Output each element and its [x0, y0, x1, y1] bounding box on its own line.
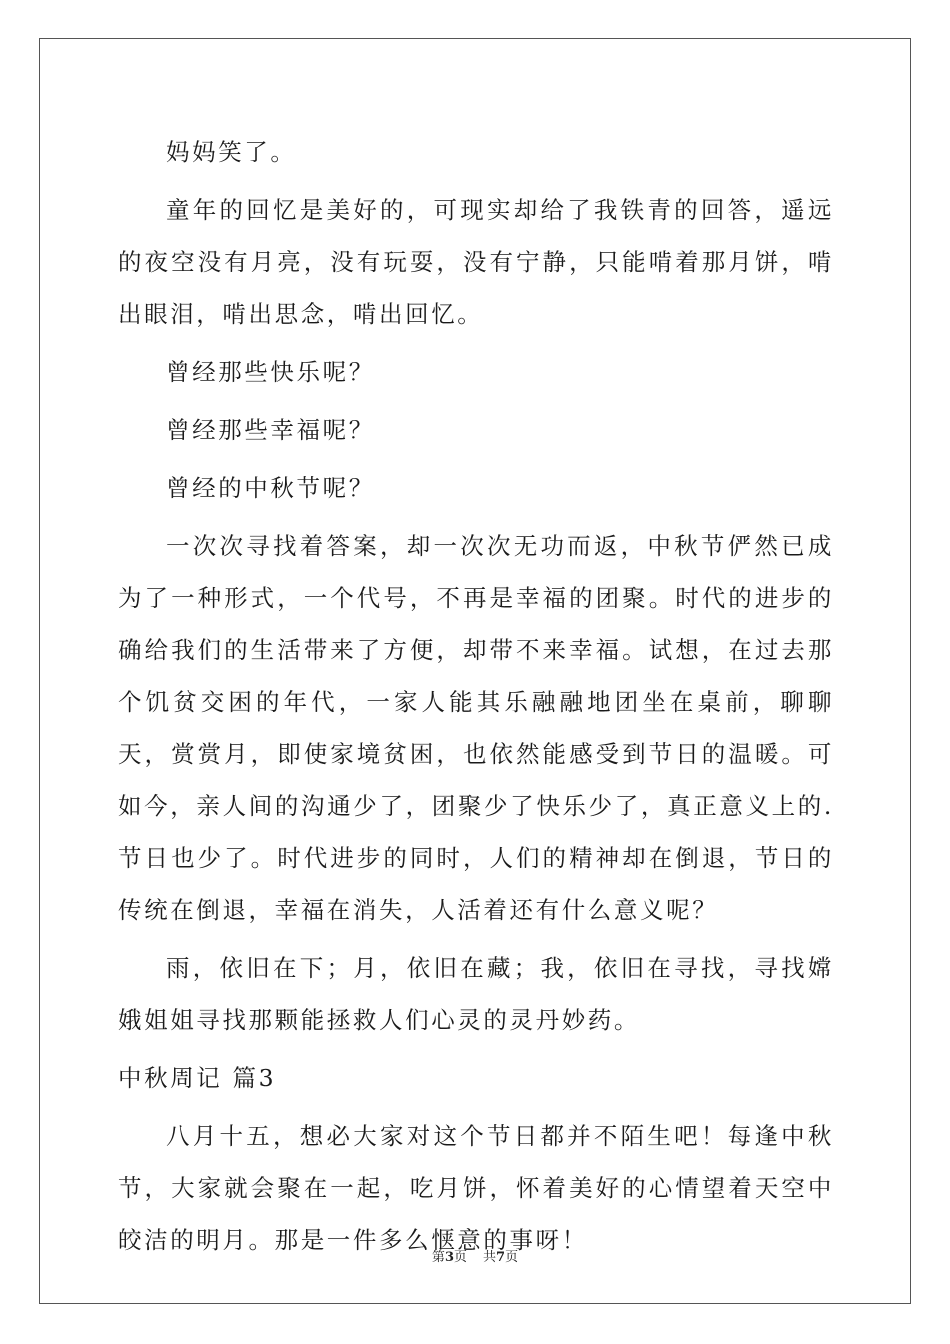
- paragraph: 八月十五，想必大家对这个节日都并不陌生吧！每逢中秋节，大家就会聚在一起，吃月饼，怀着美好的心情望着天空中皎洁的明月。那是一件多么惬意的事呀！: [118, 1122, 834, 1254]
- section-heading: 中秋周记 篇3: [118, 1064, 277, 1092]
- paragraph: 童年的回忆是美好的，可现实却给了我铁青的回答，遥远的夜空没有月亮，没有玩耍，没有宁静，只能啃着那月饼，啃出眼泪，啃出思念，啃出回忆。: [118, 196, 834, 328]
- page-suffix: 页: [453, 1250, 467, 1265]
- document-body: [118, 126, 834, 1272]
- paragraph: 妈妈笑了。: [166, 138, 297, 166]
- paragraph: 曾经那些快乐呢？: [166, 358, 375, 386]
- paragraph: 曾经那些幸福呢？: [166, 416, 375, 444]
- page-total: 7: [496, 1250, 506, 1265]
- paragraph: 一次次寻找着答案，却一次次无功而返，中秋节俨然已成为了一种形式，一个代号，不再是幸福的团聚。时代的进步的确给我们的生活带来了方便，却带不来幸福。试想，在过去那个饥贫交困的年代，一家人能其乐融融地团坐在桌前，聊聊天，赏赏月，即使家境贫困，也依然能感受到节日的温暖。可如今，亲人间的沟通少了，团聚少了快乐少了，真正意义上的.节日也少了。时代进步的同时，人们的精神却在倒退，节日的传统在倒退，幸福在消失，人活着还有什么意义呢？: [118, 532, 834, 924]
- page-prefix: 第: [431, 1250, 445, 1265]
- page-current: 3: [444, 1250, 454, 1265]
- paragraph: 雨，依旧在下；月，依旧在藏；我，依旧在寻找，寻找嫦娥姐姐寻找那颗能拯救人们心灵的灵丹妙药。: [118, 954, 834, 1034]
- paragraph: 曾经的中秋节呢？: [166, 474, 375, 502]
- page-footer: [0, 1246, 950, 1265]
- total-suffix: 页: [505, 1250, 519, 1265]
- total-prefix: 共: [483, 1250, 497, 1265]
